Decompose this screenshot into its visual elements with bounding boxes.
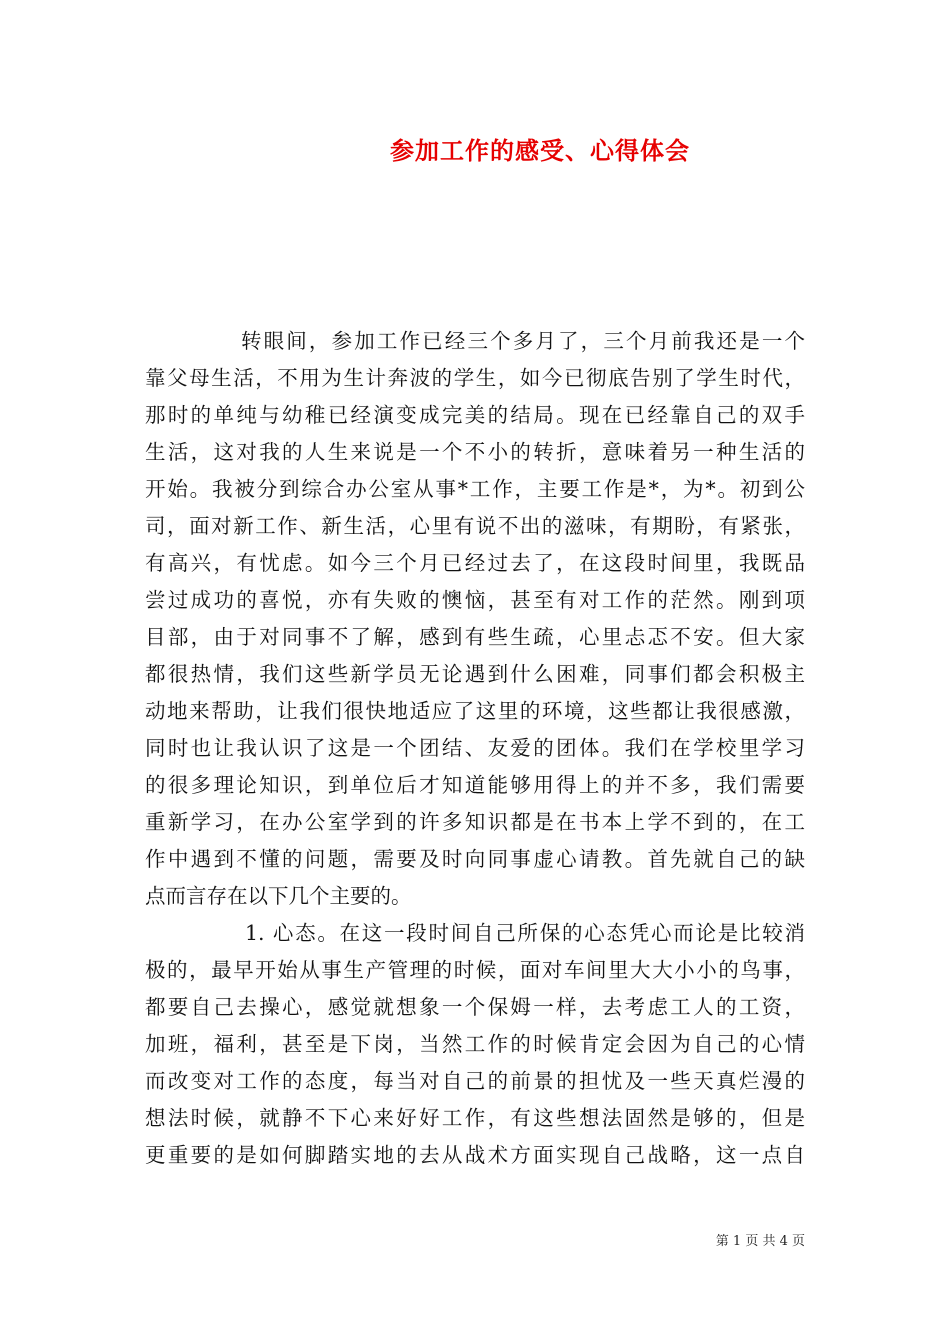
text-line: 1. 心态。在这一段时间自己所保的心态凭心而论是比较消 [245, 921, 805, 945]
document-body [145, 323, 805, 1174]
document-title: 参加工作的感受、心得体会 [390, 136, 690, 165]
text-line: 转眼间，参加工作已经三个多月了，三个月前我还是一个 [241, 329, 805, 353]
text-line: 生活，这对我的人生来说是一个不小的转折，意味着另一种生活的 [145, 440, 805, 464]
text-line: 有高兴，有忧虑。如今三个月已经过去了，在这段时间里，我既品 [145, 551, 805, 575]
text-line: 目部，由于对同事不了解，感到有些生疏，心里忐忑不安。但大家 [145, 625, 805, 649]
text-line: 开始。我被分到综合办公室从事*工作，主要工作是*，为*。初到公 [145, 477, 805, 501]
text-line: 尝过成功的喜悦，亦有失败的懊恼，甚至有对工作的茫然。刚到项 [145, 588, 805, 612]
page-footer: 第 1 页 共 4 页 [715, 1234, 805, 1249]
text-line: 那时的单纯与幼稚已经演变成完美的结局。现在已经靠自己的双手 [145, 403, 805, 427]
text-line: 都很热情，我们这些新学员无论遇到什么困难，同事们都会积极主 [145, 662, 805, 686]
paragraph-2 [145, 915, 805, 1174]
text-line: 动地来帮助，让我们很快地适应了这里的环境，这些都让我很感激， [145, 699, 805, 723]
text-line: 加班，福利，甚至是下岗，当然工作的时候肯定会因为自己的心情 [145, 1032, 805, 1056]
text-line: 都要自己去操心，感觉就想象一个保姆一样，去考虑工人的工资， [145, 995, 805, 1019]
text-line: 同时也让我认识了这是一个团结、友爱的团体。我们在学校里学习 [145, 736, 805, 760]
text-line: 更重要的是如何脚踏实地的去从战术方面实现自己战略，这一点自 [145, 1143, 805, 1167]
text-line: 的很多理论知识，到单位后才知道能够用得上的并不多，我们需要 [145, 773, 805, 797]
text-line: 想法时候，就静不下心来好好工作，有这些想法固然是够的，但是 [145, 1106, 805, 1130]
text-line: 司，面对新工作、新生活，心里有说不出的滋味，有期盼，有紧张， [145, 514, 805, 538]
paragraph-1 [145, 323, 805, 915]
text-line: 而改变对工作的态度，每当对自己的前景的担忧及一些天真烂漫的 [145, 1069, 805, 1093]
text-line: 作中遇到不懂的问题，需要及时向同事虚心请教。首先就自己的缺 [145, 847, 805, 871]
text-line: 点而言存在以下几个主要的。 [145, 884, 412, 908]
text-line: 靠父母生活，不用为生计奔波的学生，如今已彻底告别了学生时代， [145, 366, 805, 390]
text-line: 重新学习，在办公室学到的许多知识都是在书本上学不到的，在工 [145, 810, 805, 834]
text-line: 极的，最早开始从事生产管理的时候，面对车间里大大小小的鸟事， [145, 958, 805, 982]
